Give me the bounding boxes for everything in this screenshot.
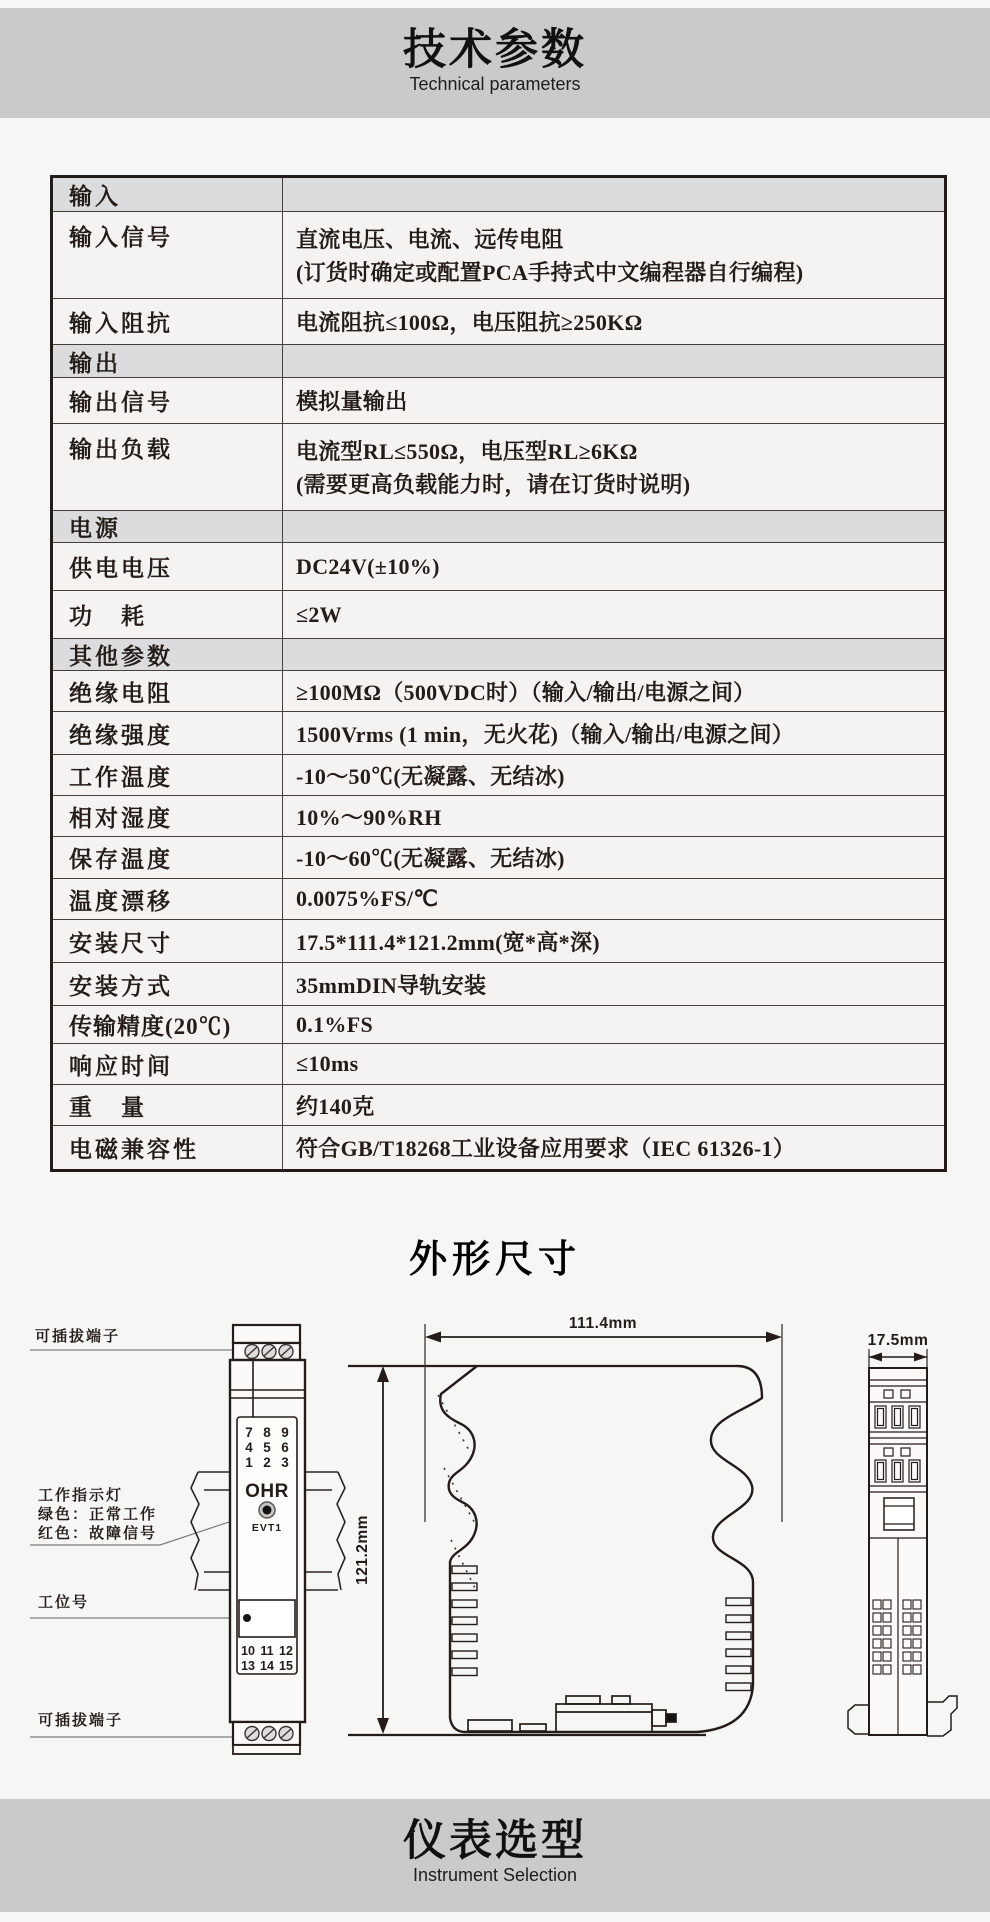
spec-label: 输出信号 bbox=[53, 378, 283, 423]
din-clip-assembly bbox=[468, 1696, 676, 1732]
terminal-8: 8 bbox=[263, 1425, 271, 1440]
spec-value: 0.0075%FS/℃ bbox=[296, 886, 439, 911]
spec-label: 绝缘强度 bbox=[53, 712, 283, 754]
callout-station-number: 工位号 bbox=[38, 1594, 90, 1611]
spec-row bbox=[53, 919, 944, 962]
spec-row bbox=[53, 1084, 944, 1125]
profile-outline bbox=[440, 1366, 762, 1732]
status-led bbox=[263, 1506, 272, 1515]
profile-texture-dots bbox=[438, 1395, 477, 1592]
spec-row bbox=[53, 878, 944, 919]
section-label: 电源 bbox=[53, 511, 283, 542]
terminal-10: 10 bbox=[241, 1644, 255, 1658]
spec-row bbox=[53, 211, 944, 298]
spec-value: 35mmDIN导轨安装 bbox=[296, 972, 487, 998]
spec-table bbox=[50, 175, 947, 1172]
callout-indicator-green: 绿色：正常工作 bbox=[38, 1506, 158, 1523]
station-window-dot bbox=[243, 1614, 251, 1622]
spec-value-line1: 直流电压、电流、远传电阻 bbox=[296, 227, 564, 252]
dim-thickness bbox=[869, 1349, 927, 1368]
spec-row bbox=[53, 754, 944, 795]
spec-row bbox=[53, 298, 944, 344]
spec-label: 工作温度 bbox=[53, 755, 283, 795]
module-narrow-view bbox=[848, 1332, 957, 1736]
spec-value: ≥100MΩ（500VDC时）（输入/输出/电源之间） bbox=[296, 679, 756, 705]
spec-value: DC24V(±10%) bbox=[296, 553, 440, 579]
dimension-drawings bbox=[0, 1300, 990, 1790]
spec-label: 相对湿度 bbox=[53, 796, 283, 836]
terminal-3: 3 bbox=[281, 1455, 289, 1470]
spec-row bbox=[53, 962, 944, 1005]
spec-label: 输入阻抗 bbox=[53, 299, 283, 344]
profile-vent-slots-right bbox=[726, 1598, 751, 1691]
dim-depth bbox=[354, 1366, 389, 1734]
spec-label: 绝缘电阻 bbox=[53, 671, 283, 711]
dim-depth-label: 121.2mm bbox=[354, 1515, 371, 1585]
drawing-callouts bbox=[30, 1327, 259, 1742]
spec-value: 电流阻抗≤100Ω，电压阻抗≥250KΩ bbox=[296, 310, 643, 335]
spec-label: 温度漂移 bbox=[53, 879, 283, 919]
terminal-7: 7 bbox=[245, 1425, 253, 1440]
spec-section-row bbox=[53, 178, 944, 211]
module-side-view bbox=[348, 1315, 782, 1735]
footer-subtitle: Instrument Selection bbox=[412, 1865, 578, 1885]
dimensions-title: 外形尺寸 bbox=[408, 1239, 581, 1281]
spec-value: 约140克 bbox=[296, 1093, 375, 1119]
section-label: 其他参数 bbox=[53, 639, 283, 670]
spec-value: ≤10ms bbox=[296, 1051, 359, 1076]
terminal-2: 2 bbox=[263, 1455, 271, 1470]
spec-value-line2: (订货时确定或配置PCA手持式中文编程器自行编程) bbox=[296, 260, 804, 285]
footer-title: 仪表选型 bbox=[403, 1817, 587, 1865]
terminal-15: 15 bbox=[279, 1659, 293, 1673]
spec-value: 0.1%FS bbox=[296, 1011, 373, 1037]
spec-row bbox=[53, 590, 944, 638]
spec-value: -10～50℃(无凝露、无结冰) bbox=[296, 763, 565, 789]
terminal-4: 4 bbox=[245, 1440, 253, 1455]
section-label: 输入 bbox=[53, 178, 283, 211]
callout-pluggable-terminal-bottom: 可插拔端子 bbox=[38, 1712, 124, 1729]
terminal-6: 6 bbox=[281, 1440, 289, 1455]
spec-label: 安装尺寸 bbox=[53, 920, 283, 962]
spec-label: 响应时间 bbox=[53, 1044, 283, 1084]
spec-row bbox=[53, 836, 944, 878]
section-label: 输出 bbox=[53, 345, 283, 377]
spec-label: 保存温度 bbox=[53, 837, 283, 878]
spec-value: ≤2W bbox=[296, 601, 342, 627]
spec-label: 输入信号 bbox=[53, 212, 283, 298]
terminal-13: 13 bbox=[241, 1659, 255, 1673]
spec-value: -10～60℃(无凝露、无结冰) bbox=[296, 846, 565, 871]
top-cap bbox=[233, 1325, 300, 1343]
spec-value: 模拟量输出 bbox=[296, 389, 408, 414]
footer-band bbox=[0, 1799, 990, 1912]
spec-value: 10%～90%RH bbox=[296, 804, 442, 830]
spec-value-line1: 电流型RL≤550Ω，电压型RL≥6KΩ bbox=[296, 439, 638, 464]
spec-value bbox=[283, 424, 944, 510]
spec-row bbox=[53, 1043, 944, 1084]
terminal-1: 1 bbox=[245, 1455, 253, 1470]
spec-label: 电磁兼容性 bbox=[53, 1126, 283, 1169]
bottom-cap bbox=[233, 1745, 300, 1754]
spec-value bbox=[283, 212, 944, 298]
callout-indicator-red: 红色：故障信号 bbox=[38, 1525, 158, 1542]
brand-logo: OHR bbox=[245, 1481, 289, 1502]
top-terminal-screws bbox=[245, 1345, 293, 1359]
spec-label: 功 耗 bbox=[53, 591, 283, 638]
terminal-11: 11 bbox=[260, 1644, 274, 1658]
spec-label: 安装方式 bbox=[53, 963, 283, 1005]
spec-row bbox=[53, 1005, 944, 1043]
spec-value: 17.5*111.4*121.2mm(宽*高*深) bbox=[296, 929, 600, 955]
spec-section-row bbox=[53, 638, 944, 670]
spec-label: 传输精度(20℃) bbox=[53, 1006, 283, 1043]
spec-label: 供电电压 bbox=[53, 543, 283, 590]
dim-thickness-label: 17.5mm bbox=[867, 1332, 929, 1349]
spec-row bbox=[53, 377, 944, 423]
spec-row bbox=[53, 670, 944, 711]
page-title: 技术参数 bbox=[403, 26, 587, 74]
page-subtitle: Technical parameters bbox=[409, 74, 581, 94]
header-band bbox=[0, 8, 990, 118]
spec-row bbox=[53, 423, 944, 510]
spec-section-row bbox=[53, 344, 944, 377]
terminal-numbers-bottom bbox=[241, 1644, 293, 1673]
terminal-12: 12 bbox=[279, 1644, 293, 1658]
callout-pluggable-terminal-top: 可插拔端子 bbox=[35, 1328, 121, 1345]
terminal-14: 14 bbox=[260, 1659, 274, 1673]
spec-section-row bbox=[53, 510, 944, 542]
terminal-5: 5 bbox=[263, 1440, 271, 1455]
spec-value: 符合GB/T18268工业设备应用要求（IEC 61326-1） bbox=[296, 1136, 796, 1161]
spec-label: 输出负载 bbox=[53, 424, 283, 510]
section-value bbox=[283, 178, 944, 211]
bottom-terminal-screws bbox=[245, 1727, 293, 1741]
spec-row bbox=[53, 1125, 944, 1169]
module-front-view bbox=[230, 1325, 305, 1754]
terminal-numbers-top bbox=[245, 1425, 289, 1470]
profile-vent-slots-left bbox=[452, 1566, 477, 1676]
spec-label: 重 量 bbox=[53, 1085, 283, 1125]
dim-width bbox=[425, 1315, 782, 1343]
section-value bbox=[283, 345, 944, 377]
spec-value-line2: (需要更高负载能力时，请在订货时说明) bbox=[296, 472, 691, 497]
spec-value: 1500Vrms (1 min，无火花)（输入/输出/电源之间） bbox=[296, 721, 795, 747]
spec-row bbox=[53, 711, 944, 754]
spec-row bbox=[53, 542, 944, 590]
spec-row bbox=[53, 795, 944, 836]
section-value bbox=[283, 639, 944, 670]
section-value bbox=[283, 511, 944, 542]
callout-indicator-title: 工作指示灯 bbox=[38, 1487, 124, 1504]
terminal-9: 9 bbox=[281, 1425, 289, 1440]
dim-width-label: 111.4mm bbox=[568, 1315, 638, 1332]
led-label: EVT1 bbox=[251, 1522, 283, 1534]
